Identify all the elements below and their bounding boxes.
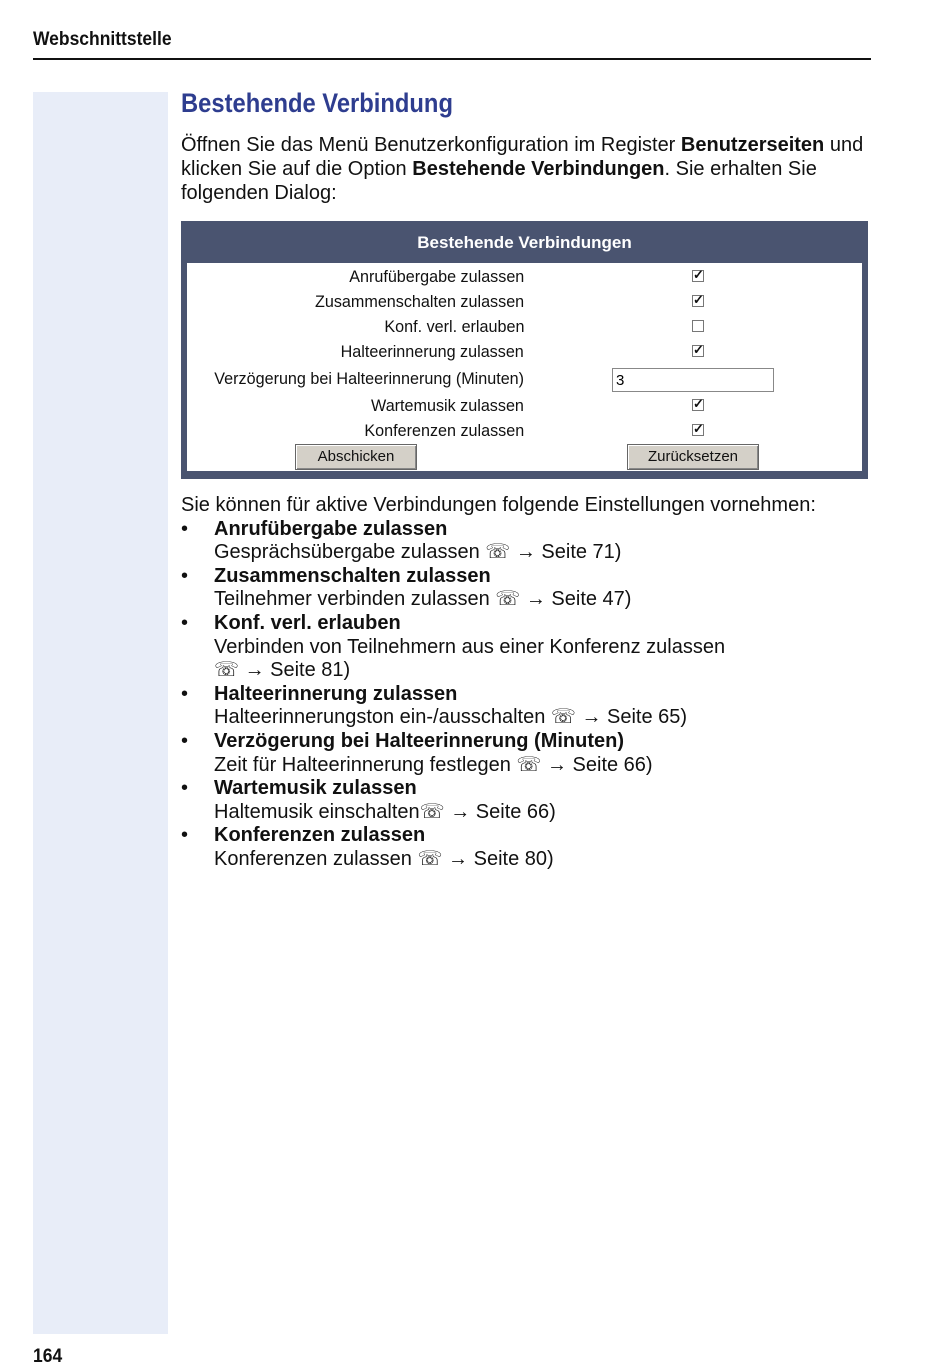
item-title: Wartemusik zulassen	[214, 777, 417, 800]
bullet: •	[181, 777, 189, 800]
item-description: Verbinden von Teilnehmern aus einer Konferenz zulassen	[214, 635, 726, 658]
item-description	[214, 754, 871, 778]
item-title: Halteerinnerung zulassen	[214, 682, 458, 705]
list-item	[181, 565, 871, 612]
setting-row-hold-reminder	[187, 340, 862, 364]
item-description	[214, 541, 871, 565]
item-title: Zusammenschalten zulassen	[214, 564, 491, 587]
page-reference-link[interactable]: Seite 66)	[470, 800, 556, 823]
phone-icon: ☏	[417, 847, 443, 870]
intro-bold-option: Bestehende Verbindungen	[412, 158, 665, 180]
arrow-icon: →	[546, 753, 567, 776]
setting-label: Konf. verl. erlauben	[383, 317, 524, 336]
list-item	[181, 777, 871, 824]
page-number: 164	[33, 1346, 63, 1367]
arrow-icon: →	[244, 659, 265, 682]
call-transfer-checkbox[interactable]	[692, 267, 704, 282]
reset-button[interactable]: Zurücksetzen	[627, 444, 759, 470]
list-item	[181, 730, 871, 777]
arrow-icon: →	[515, 541, 536, 564]
setting-row-hold-delay	[187, 367, 862, 391]
phone-icon: ☏	[495, 588, 521, 611]
list-item	[181, 612, 871, 683]
connect-checkbox[interactable]	[692, 292, 704, 307]
bullet: •	[181, 682, 189, 705]
bullet: •	[181, 564, 189, 587]
item-reference	[214, 659, 871, 683]
music-on-hold-checkbox[interactable]	[692, 396, 704, 411]
conf-leave-checkbox[interactable]	[692, 320, 704, 332]
checkmark-icon: ✓	[693, 396, 704, 411]
arrow-icon: →	[525, 588, 546, 611]
setting-row-call-transfer	[187, 265, 862, 289]
phone-icon: ☏	[419, 800, 445, 823]
bullet: •	[181, 824, 189, 847]
list-item	[181, 824, 871, 871]
setting-row-connect	[187, 290, 862, 314]
phone-icon: ☏	[485, 541, 511, 564]
item-description	[214, 801, 871, 825]
checkmark-icon: ✓	[693, 342, 704, 357]
phone-icon: ☏	[550, 706, 576, 729]
header-rule	[33, 58, 871, 60]
item-title: Verzögerung bei Halteerinnerung (Minuten)	[214, 729, 625, 752]
checkmark-icon: ✓	[693, 292, 704, 307]
margin-band	[33, 92, 168, 1334]
dialog-body	[187, 263, 862, 471]
item-desc-text: Gesprächsübergabe zulassen	[214, 541, 486, 564]
page-reference-link[interactable]: Seite 80)	[468, 847, 554, 870]
arrow-icon: →	[581, 706, 602, 729]
setting-label: Halteerinnerung zulassen	[340, 342, 524, 361]
item-desc-text: Teilnehmer verbinden zulassen	[214, 588, 496, 611]
setting-row-conferences	[187, 419, 862, 443]
intro-bold-register: Benutzerseiten	[680, 134, 825, 156]
item-title: Konf. verl. erlauben	[214, 611, 401, 634]
dialog-title: Bestehende Verbindungen	[417, 233, 632, 252]
checkmark-icon: ✓	[693, 267, 704, 282]
submit-button[interactable]: Abschicken	[295, 444, 417, 470]
settings-list	[181, 518, 871, 872]
page-reference-link[interactable]: Seite 66)	[566, 753, 653, 776]
item-title: Konferenzen zulassen	[214, 824, 426, 847]
item-desc-text: Halteerinnerungston ein-/ausschalten	[214, 706, 551, 729]
setting-label: Verzögerung bei Halteerinnerung (Minuten)	[214, 369, 524, 388]
arrow-icon: →	[448, 847, 469, 870]
list-item	[181, 683, 871, 730]
running-header: Webschnittstelle	[33, 29, 172, 50]
page-reference-link[interactable]: Seite 81)	[264, 659, 351, 682]
page-reference-link[interactable]: Seite 47)	[545, 588, 632, 611]
item-description	[214, 706, 871, 730]
setting-label: Wartemusik zulassen	[371, 396, 524, 415]
item-description	[214, 848, 871, 872]
item-title: Anrufübergabe zulassen	[214, 517, 448, 540]
phone-icon: ☏	[516, 753, 542, 776]
page-reference-link[interactable]: Seite 65)	[601, 706, 688, 729]
item-desc-text: Zeit für Halteerinnerung festlegen	[214, 753, 517, 776]
item-desc-text: Haltemusik einschalten	[214, 800, 420, 823]
list-item	[181, 518, 871, 565]
intro-paragraph	[181, 133, 871, 205]
bullet: •	[181, 611, 189, 634]
conferences-checkbox[interactable]	[692, 421, 704, 436]
bullet: •	[181, 517, 189, 540]
arrow-icon: →	[450, 800, 471, 823]
setting-row-music-on-hold	[187, 394, 862, 418]
settings-explanation	[181, 494, 871, 872]
item-description	[214, 588, 871, 612]
bullet: •	[181, 729, 189, 752]
intro-text-1: Öffnen Sie das Menü Benutzerkonfiguration im Register	[181, 134, 681, 156]
page-reference-link[interactable]: Seite 71)	[535, 541, 622, 564]
phone-icon: ☏	[214, 659, 240, 682]
explanation-intro: Sie können für aktive Verbindungen folgende Einstellungen vornehmen:	[181, 494, 816, 516]
setting-label: Konferenzen zulassen	[364, 421, 524, 440]
intro-text-2: und klicken Sie auf die Option	[181, 134, 864, 180]
checkmark-icon: ✓	[693, 421, 704, 436]
item-desc-text: Konferenzen zulassen	[214, 847, 418, 870]
section-title: Bestehende Verbindung	[181, 88, 453, 118]
section-content	[181, 86, 871, 205]
setting-label: Zusammenschalten zulassen	[314, 292, 524, 311]
setting-row-conf-leave	[187, 315, 862, 339]
intro-text-3: . Sie erhalten Sie folgenden Dialog:	[181, 158, 817, 204]
hold-reminder-checkbox[interactable]	[692, 342, 704, 357]
setting-label: Anrufübergabe zulassen	[348, 267, 524, 286]
hold-delay-input[interactable]	[612, 368, 774, 392]
existing-connections-dialog	[181, 221, 868, 479]
